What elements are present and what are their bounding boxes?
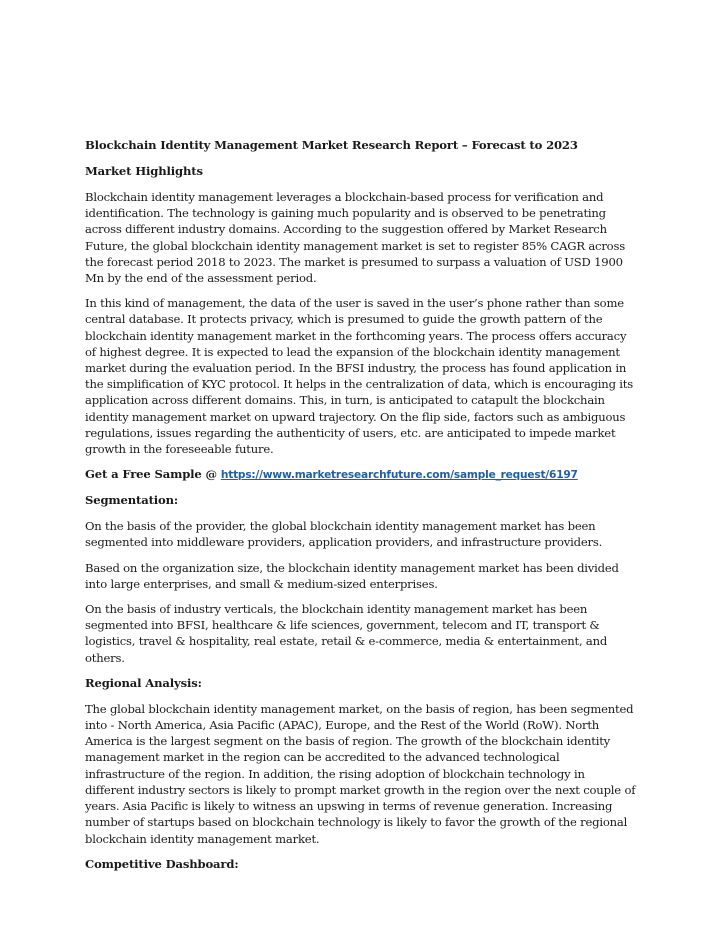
sample-request-link[interactable]: https://www.marketresearchfuture.com/sample_request/6197 (220, 469, 578, 482)
highlights-paragraph-2: In this kind of management, the data of the user is saved in the user’s phone rather than some central database. It protects privacy, which is presumed to guide the growth pattern of the blockchain identity management market in the forthcoming years. The process offers accuracy of highest degree. It is expected to lead the expansion of the blockchain identity management market during the evaluation period. In the BFSI industry, the process has found application in the simplification of KYC protocol. It helps in the centralization of data, which is encouraging its application across different domains. This, in turn, is anticipated to catapult the blockchain identity management market on upward trajectory. On the flip side, factors such as ambiguous regulations, issues regarding the authenticity of users, etc. are anticipated to impede market growth in the foreseeable future. (85, 296, 633, 457)
regional-analysis-heading: Regional Analysis: (85, 675, 202, 690)
competitive-dashboard-heading: Competitive Dashboard: (85, 856, 239, 871)
report-title: Blockchain Identity Management Market Research Report – Forecast to 2023 (85, 138, 578, 152)
regional-analysis-paragraph: The global blockchain identity management market, on the basis of region, has been segmented into - North America, Asia Pacific (APAC), Europe, and the Rest of the World (RoW). North America is the largest segment on the basis of region. The growth of the blockchain identity management market in the region can be accredited to the advanced technological infrastructure of the region. In addition, the rising adoption of blockchain technology in different industry sectors is likely to prompt market growth in the region over the next couple of years. Asia Pacific is likely to witness an upswing in terms of revenue generation. Increasing number of startups based on blockchain technology is likely to favor the growth of the regional blockchain identity management market. (85, 701, 636, 846)
market-highlights-heading: Market Highlights (85, 164, 203, 178)
highlights-paragraph-1: Blockchain identity management leverages a blockchain-based process for verification and identification. The technology is gaining much popularity and is observed to be penetrating across different industry domains. According to the suggestion offered by Market Research Future, the global blockchain identity management market is set to register 85% CAGR across the forecast period 2018 to 2023. The market is presumed to surpass a valuation of USD 1900 Mn by the end of the assessment period. (85, 190, 625, 286)
segmentation-paragraph-provider: On the basis of the provider, the global blockchain identity management market has been segmented into middleware providers, application providers, and infrastructure providers. (85, 519, 603, 550)
segmentation-heading: Segmentation: (85, 493, 179, 508)
segmentation-paragraph-verticals: On the basis of industry verticals, the blockchain identity management market has been segmented into BFSI, healthcare & life sciences, government, telecom and IT, transport & logistics, travel & hospitality, real estate, retail & e-commerce, media & entertainment, and others. (85, 602, 608, 665)
free-sample-label: Get a Free Sample @ (85, 467, 221, 482)
segmentation-paragraph-organization: Based on the organization size, the blockchain identity management market has been divided into large enterprises, and small & medium-sized enterprises. (85, 560, 619, 591)
document-page (85, 137, 637, 882)
free-sample-line (85, 466, 637, 483)
